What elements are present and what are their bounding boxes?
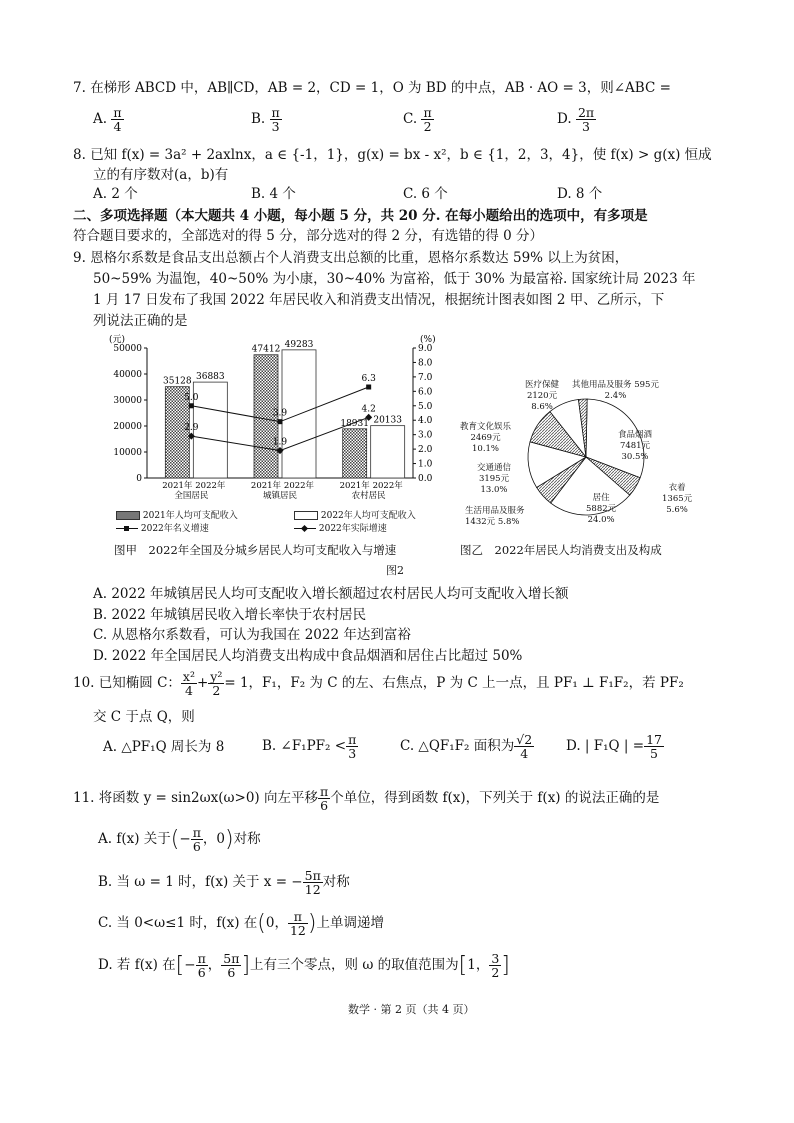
bar-value-label: 35128 [163, 376, 192, 387]
figure-yi-caption: 图乙 2022年居民人均消费支出及构成 [460, 543, 662, 557]
pie-label-medical: 医疗保健 2120元 8.6% [525, 380, 560, 412]
bar-value-label: 18931 [340, 418, 369, 429]
chart-marks [162, 340, 404, 501]
figure-number: 图2 [386, 564, 404, 577]
x-year-label: 2022年 [283, 481, 315, 491]
q7-option-b: B. $\frac{\pi}{3}$ [251, 105, 280, 134]
pie-label-education: 教育文化娱乐 2469元 10.1% [460, 422, 512, 454]
legend-real-swatch [294, 528, 316, 529]
pie-label-daily-goods: 生活用品及服务 1432元 5.8% [465, 506, 525, 527]
left-tick-label: 20000 [113, 422, 142, 432]
bar-value-label: 49283 [284, 339, 314, 350]
q7-option-c: C. $\frac{\pi}{2}$ [403, 105, 432, 134]
q7-number: 7. [73, 80, 86, 96]
q10-stem-line1: 10. 已知椭圆 C： $\frac{\text{x²}}{4}$ + $\frac{\text{y²}}{2}$ = 1，F₁，F₂ 为 C 的左、右焦点，P 为 C 上一点，且 PF₁ ⊥ F₁F₂，若 PF₂ [73, 669, 684, 698]
q11-option-b: B. 当 ω = 1 时，f(x) 关于 x = − $\frac{5\pi}{12}$ 对称 [98, 868, 350, 897]
q11-option-c: C. 当 0<ω≤1 时，f(x) 在(0， $\frac{\pi}{12}$ )上单调递增 [98, 909, 384, 938]
right-tick-label: 1.0 [418, 459, 433, 470]
legend-2022-label: 2022年人均可支配收入 [320, 511, 416, 521]
legend-2021-swatch [116, 511, 140, 520]
q8-option-d: D. 8 个 [557, 186, 603, 202]
q10-option-d: D. | F₁Q | = $\frac{17}{5}$ [566, 732, 662, 761]
page-footer: 数学 · 第 2 页（共 4 页） [348, 1003, 475, 1016]
real-growth-label: 4.2 [361, 404, 376, 415]
q7-option-a: A. $\frac{\pi}{4}$ [93, 105, 122, 134]
figure-jia-caption: 图甲 2022年全国及分城乡居民人均可支配收入与增速 [114, 543, 397, 557]
left-tick-label: 50000 [113, 344, 142, 354]
legend-nominal-swatch [116, 528, 138, 529]
nominal-growth-label: 5.0 [184, 392, 199, 403]
q11-option-a: A. f(x) 关于(− $\frac{\pi}{6}$ ，0)对称 [98, 825, 261, 854]
q9-stem-line1: 9. 恩格尔系数是食品支出总额占个人消费支出总额的比重，恩格尔系数达 59% 以上为贫困， [73, 250, 629, 266]
left-tick-label: 40000 [113, 370, 142, 380]
q9-stem-line3: 1 月 17 日发布了我国 2022 年居民收入和消费支出情况，根据统计图表如图 2 甲、乙所示，下 [93, 292, 665, 308]
nominal-growth-label: 6.3 [361, 374, 376, 384]
q7-stem [73, 78, 671, 98]
pie-labels [455, 375, 705, 535]
bar-value-label: 20133 [373, 415, 402, 426]
q9-option-a: A. 2022 年城镇居民人均可支配收入增长额超过农村居民人均可支配收入增长额 [93, 586, 569, 602]
q10-stem-line2: 交 C 于点 Q，则 [93, 709, 195, 725]
real-growth-label: 1.9 [272, 437, 288, 448]
q9-option-d: D. 2022 年全国居民人均消费支出构成中食品烟酒和居住占比超过 50% [93, 648, 523, 664]
x-year-label: 2021年 [339, 481, 370, 491]
right-tick-label: 9.0 [418, 344, 433, 354]
right-tick-label: 6.0 [418, 387, 433, 398]
bar-2022 [371, 426, 405, 478]
q8-stem-line2: 立的有序数对(a，b)有 [93, 167, 229, 183]
bar-value-label: 47412 [251, 344, 281, 355]
q9-stem-line2: 50~59% 为温饱，40~50% 为小康，30~40% 为富裕，低于 30% 为最富裕. 国家统计局 2023 年 [93, 271, 696, 287]
x-category-label: 农村居民 [351, 491, 386, 501]
q10-option-a: A. △PF₁Q 周长为 8 [103, 739, 225, 755]
x-year-label: 2021年 [162, 481, 193, 491]
right-tick-label: 2.0 [418, 445, 433, 456]
legend-2021-label: 2021年人均可支配收入 [142, 511, 238, 521]
bar-chart-legend [116, 508, 446, 534]
pie-label-transport: 交通通信 3195元 13.0% [477, 463, 512, 495]
pie-label-clothing: 衣着 1365元 5.6% [662, 483, 693, 515]
q8-stem-line1: 8. 已知 f(x) = 3a² + 2axlnx，a ∈ {-1，1}，g(x) = bx - x²，b ∈ {1，2，3，4}，使 f(x) > g(x) 恒成 [73, 147, 712, 163]
q8-option-c: C. 6 个 [403, 186, 448, 202]
q10-option-c: C. △QF₁F₂ 面积为 $\frac{√2}{4}$ [400, 732, 533, 761]
x-year-label: 2022年 [372, 481, 403, 491]
q9-option-b: B. 2022 年城镇居民收入增长率快于农村居民 [93, 607, 367, 623]
nominal-growth-point [366, 385, 371, 390]
right-tick-label: 0.0 [418, 474, 433, 484]
pie-label-food: 食品烟酒 7481元 30.5% [618, 430, 653, 462]
left-tick-label: 10000 [113, 448, 142, 458]
right-tick-label: 4.0 [418, 416, 433, 427]
pie-label-other: 其他用品及服务 595元 2.4% [572, 380, 659, 401]
right-tick-label: 7.0 [418, 372, 433, 383]
x-category-label: 全国居民 [174, 491, 209, 501]
q9-stem-line4: 列说法正确的是 [93, 313, 188, 329]
pie-label-housing: 居住 5882元 24.0% [586, 493, 617, 525]
q7-text: 在梯形 ABCD 中，AB∥CD，AB = 2，CD = 1，O 为 BD 的中点，AB · AO = 3，则∠ABC = [90, 80, 671, 96]
nominal-growth-point [278, 419, 283, 424]
real-growth-label: 2.9 [184, 423, 199, 434]
left-axis-unit: (元) [109, 335, 126, 345]
left-tick-label: 0 [136, 474, 142, 484]
legend-real-label: 2022年实际增速 [318, 524, 387, 534]
legend-2022-swatch [294, 511, 318, 520]
bar-2021 [343, 429, 367, 478]
q10-option-b: B. ∠F₁PF₂ < $\frac{\pi}{3}$ [262, 732, 357, 761]
bar-value-label: 36883 [196, 372, 225, 383]
nominal-growth-label: 3.9 [272, 408, 288, 419]
right-tick-label: 3.0 [418, 430, 433, 441]
right-tick-label: 8.0 [418, 358, 433, 369]
q11-option-d: D. 若 f(x) 在[− $\frac{\pi}{6}$ ， $\frac{5\pi}{6}$ ]上有三个零点，则 ω 的取值范围为[1， $\frac{3}{2}$ ] [98, 951, 510, 980]
q7-option-d: D. $\frac{2\pi}{3}$ [557, 105, 595, 134]
legend-nominal-label: 2022年名义增速 [140, 524, 209, 534]
right-tick-label: 5.0 [418, 401, 433, 412]
x-year-label: 2022年 [195, 481, 226, 491]
right-axis-unit: (%) [420, 335, 436, 345]
section2-instructions: 符合题目要求的，全部选对的得 5 分，部分选对的得 2 分，有选错的得 0 分） [73, 228, 544, 244]
left-tick-label: 30000 [113, 396, 142, 406]
section2-heading: 二、多项选择题（本大题共 4 小题，每小题 5 分，共 20 分. 在每小题给出的选项中，有多项是 [73, 208, 648, 224]
q9-option-c: C. 从恩格尔系数看，可认为我国在 2022 年达到富裕 [93, 627, 411, 643]
q11-stem: 11. 将函数 y = sin2ωx(ω>0) 向左平移 $\frac{\pi}{6}$ 个单位，得到函数 f(x)，下列关于 f(x) 的说法正确的是 [73, 784, 660, 813]
q8-option-a: A. 2 个 [93, 186, 138, 202]
x-year-label: 2021年 [250, 481, 282, 491]
x-category-label: 城镇居民 [262, 491, 298, 501]
nominal-growth-point [189, 403, 194, 408]
q8-option-b: B. 4 个 [251, 186, 296, 202]
